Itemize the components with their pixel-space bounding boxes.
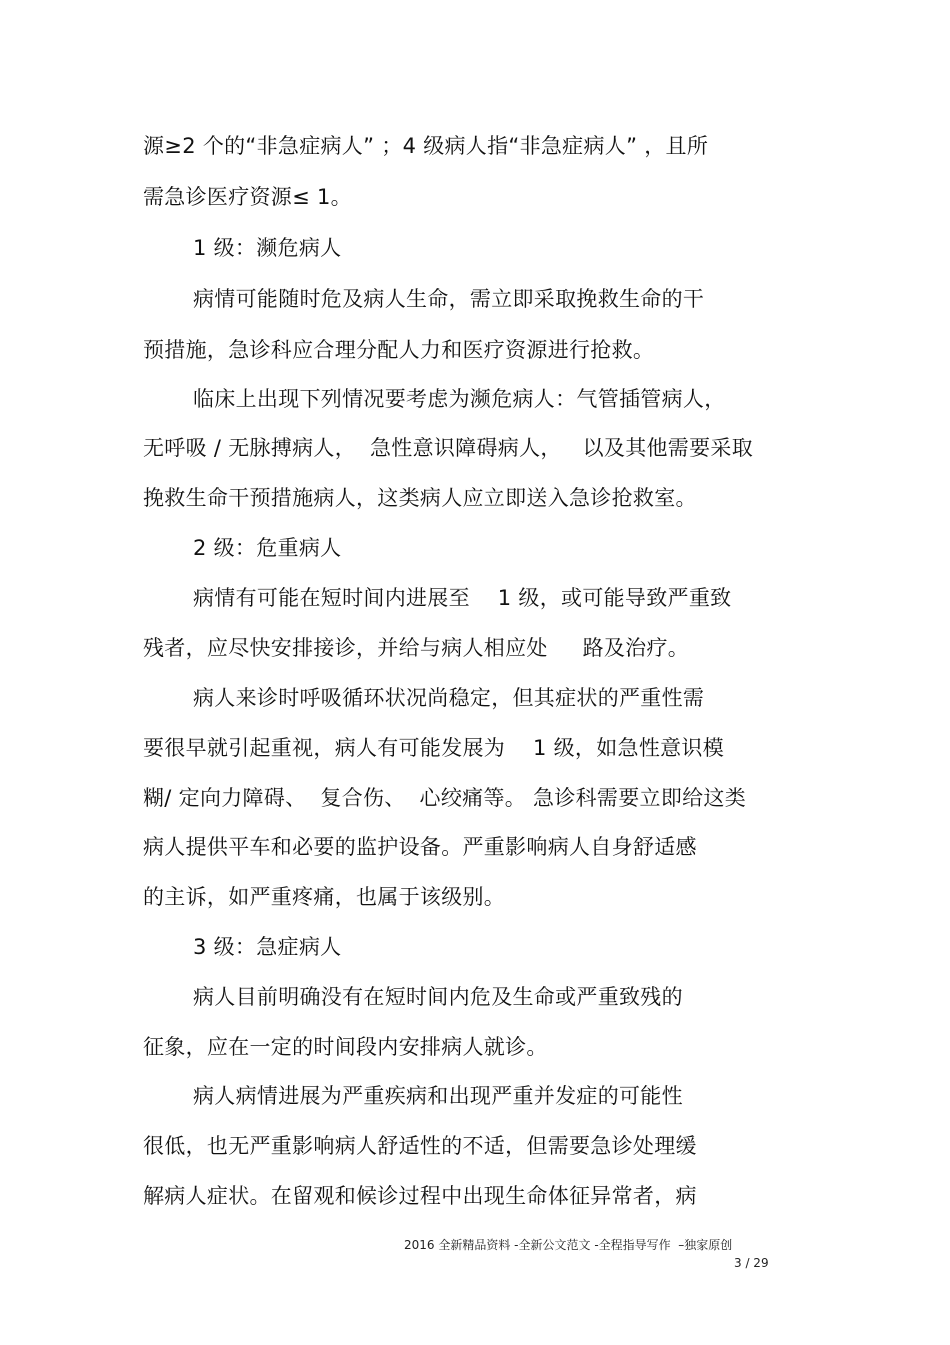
body-line: 糊/ 定向力障碍、 复合伤、 心绞痛等。 急诊科需要立即给这类	[143, 786, 747, 810]
body-line: 要很早就引起重视，病人有可能发展为 1 级，如急性意识模	[143, 736, 725, 760]
body-line: 征象，应在一定的时间段内安排病人就诊。	[143, 1035, 548, 1059]
body-line: 预措施，急诊科应合理分配人力和医疗资源进行抢救。	[143, 338, 655, 362]
body-line: 很低，也无严重影响病人舒适性的不适，但需要急诊处理缓	[143, 1134, 697, 1158]
body-line: 病情有可能在短时间内进展至 1 级，或可能导致严重致	[193, 586, 732, 610]
body-line: 挽救生命干预措施病人，这类病人应立即送入急诊抢救室。	[143, 486, 697, 510]
body-line: 病人病情进展为严重疾病和出现严重并发症的可能性	[193, 1084, 683, 1108]
body-line: 解病人症状。在留观和候诊过程中出现生命体征异常者，病	[143, 1184, 697, 1208]
section-heading-level-1: 1 级：濒危病人	[193, 236, 342, 260]
footer-text: 2016 全新精品资料 -全新公文范文 -全程指导写作 –独家原创	[404, 1238, 733, 1252]
body-line: 残者，应尽快安排接诊，并给与病人相应处 路及治疗。	[143, 636, 690, 660]
body-line: 临床上出现下列情况要考虑为濒危病人：气管插管病人，	[193, 387, 726, 411]
section-heading-level-2: 2 级：危重病人	[193, 536, 342, 560]
body-line: 需急诊医疗资源≤ 1。	[143, 185, 352, 209]
body-line: 病人目前明确没有在短时间内危及生命或严重致残的	[193, 985, 683, 1009]
body-line: 的主诉，如严重疼痛，也属于该级别。	[143, 885, 506, 909]
body-line: 无呼吸 / 无脉搏病人， 急性意识障碍病人， 以及其他需要采取	[143, 436, 753, 460]
body-line: 源≥2 个的“非急症病人” ；4 级病人指“非急症病人” ，且所	[143, 134, 709, 158]
body-line: 病人提供平车和必要的监护设备。严重影响病人自身舒适感	[143, 835, 697, 859]
body-line: 病人来诊时呼吸循环状况尚稳定，但其症状的严重性需	[193, 686, 705, 710]
section-heading-level-3: 3 级：急症病人	[193, 935, 342, 959]
body-line: 病情可能随时危及病人生命，需立即采取挽救生命的干	[193, 287, 705, 311]
page-number: 3 / 29	[734, 1256, 769, 1270]
